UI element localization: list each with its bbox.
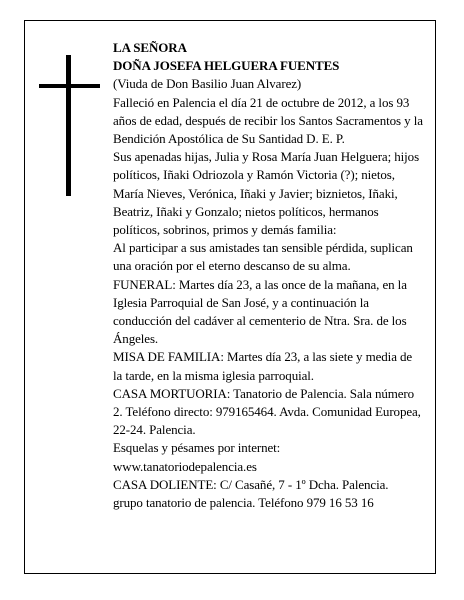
internet-label: Esquelas y pésames por internet: <box>113 440 281 456</box>
website-link[interactable]: www.tanatoriodepalencia.es <box>113 458 257 474</box>
provider-info: grupo tanatorio de palencia. Teléfono 979 16 53 16 <box>113 495 374 511</box>
deceased-name: DOÑA JOSEFA HELGUERA FUENTES <box>113 58 340 74</box>
family-mass-info: MISA DE FAMILIA: Martes día 23, a las siete y media de la tarde, en la misma iglesia parroquial. <box>113 349 413 383</box>
family-list: Sus apenadas hijas, Julia y Rosa María Juan Helguera; hijos políticos, Iñaki Odriozola y Ramón Victoria (?); nietos, María Nieves, Verónica, Iñaki y Javier; biznietos, Iñaki, Beatriz, Iñaki y Gonzalo; nietos políticos, hermanos políticos, sobrinos, primos y demás familia: <box>113 149 420 238</box>
widow-note: (Viuda de Don Basilio Juan Alvarez) <box>113 76 302 92</box>
death-details: Falleció en Palencia el día 21 de octubre de 2012, a los 93 años de edad, después de recibir los Santos Sacramentos y la Bendición Apostólica de Su Santidad D. E. P. <box>113 94 423 147</box>
cross-horizontal-bar <box>39 84 100 88</box>
notice-title: LA SEÑORA <box>113 40 187 55</box>
notice-text <box>113 39 423 512</box>
mortuary-info: CASA MORTUORIA: Tanatorio de Palencia. Sala número 2. Teléfono directo: 979165464. Avda. Comunidad Europea, 22-24. Palencia. <box>113 385 421 438</box>
prayer-request: Al participar a sus amistades tan sensible pérdida, suplican una oración por el eterno descanso de su alma. <box>113 240 413 274</box>
home-address: CASA DOLIENTE: C/ Casañé, 7 - 1º Dcha. Palencia. <box>113 476 389 492</box>
cross-vertical-bar <box>66 55 71 196</box>
funeral-info: FUNERAL: Martes día 23, a las once de la mañana, en la Iglesia Parroquial de San José, y a continuación la conducción del cadáver al cementerio de Ntra. Sra. de los Ángeles. <box>113 276 407 347</box>
